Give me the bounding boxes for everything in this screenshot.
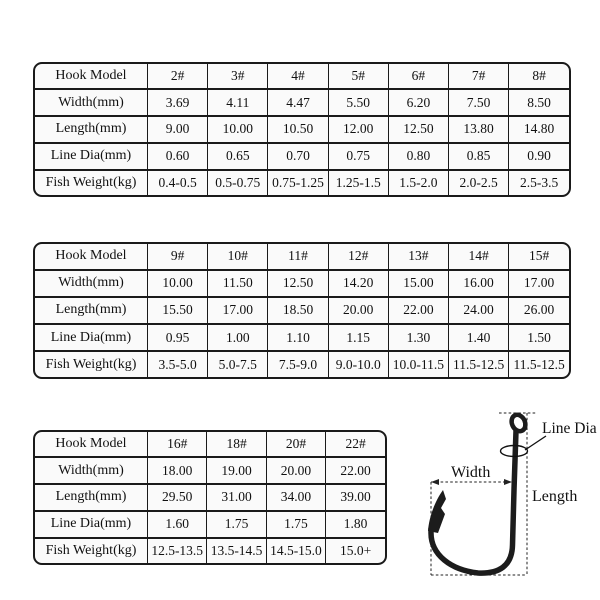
value-cell: 10.00 bbox=[208, 116, 268, 143]
spec-table bbox=[35, 244, 569, 377]
value-cell: 15# bbox=[509, 244, 569, 270]
row-label-cell: Hook Model bbox=[35, 432, 148, 457]
value-cell: 29.50 bbox=[148, 484, 207, 511]
value-cell: 13.80 bbox=[449, 116, 509, 143]
hook-spec-table-9-15 bbox=[33, 242, 571, 379]
hook-spec-table-16-22 bbox=[33, 430, 387, 565]
value-cell: 12.00 bbox=[328, 116, 388, 143]
value-cell: 0.75 bbox=[328, 143, 388, 170]
length-label: Length bbox=[532, 488, 578, 505]
row-label-cell: Width(mm) bbox=[35, 89, 148, 116]
spec-row bbox=[35, 484, 385, 511]
row-label-cell: Length(mm) bbox=[35, 297, 148, 324]
value-cell: 5.0-7.5 bbox=[208, 351, 268, 377]
value-cell: 2.0-2.5 bbox=[449, 170, 509, 195]
value-cell: 17.00 bbox=[509, 270, 569, 297]
value-cell: 2.5-3.5 bbox=[509, 170, 569, 195]
value-cell: 20# bbox=[266, 432, 325, 457]
spec-row bbox=[35, 351, 569, 377]
value-cell: 12.50 bbox=[268, 270, 328, 297]
value-cell: 0.60 bbox=[148, 143, 208, 170]
width-label: Width bbox=[451, 464, 491, 481]
value-cell: 26.00 bbox=[509, 297, 569, 324]
value-cell: 18# bbox=[207, 432, 266, 457]
value-cell: 0.85 bbox=[449, 143, 509, 170]
value-cell: 14.80 bbox=[509, 116, 569, 143]
value-cell: 5# bbox=[328, 64, 388, 89]
value-cell: 10.50 bbox=[268, 116, 328, 143]
value-cell: 14# bbox=[449, 244, 509, 270]
line-dia-label: Line Dia bbox=[542, 420, 597, 437]
value-cell: 0.70 bbox=[268, 143, 328, 170]
value-cell: 19.00 bbox=[207, 457, 266, 484]
value-cell: 22# bbox=[326, 432, 385, 457]
value-cell: 0.95 bbox=[148, 324, 208, 351]
width-arrowhead-left-icon bbox=[431, 479, 439, 485]
row-label-cell: Hook Model bbox=[35, 244, 148, 270]
value-cell: 15.00 bbox=[388, 270, 448, 297]
value-cell: 11.5-12.5 bbox=[509, 351, 569, 377]
spec-row bbox=[35, 511, 385, 538]
row-label-cell: Fish Weight(kg) bbox=[35, 351, 148, 377]
value-cell: 13# bbox=[388, 244, 448, 270]
value-cell: 17.00 bbox=[208, 297, 268, 324]
value-cell: 2# bbox=[148, 64, 208, 89]
value-cell: 0.4-0.5 bbox=[148, 170, 208, 195]
value-cell: 22.00 bbox=[388, 297, 448, 324]
spec-row bbox=[35, 270, 569, 297]
value-cell: 22.00 bbox=[326, 457, 385, 484]
spec-row bbox=[35, 143, 569, 170]
value-cell: 3.5-5.0 bbox=[148, 351, 208, 377]
value-cell: 18.50 bbox=[268, 297, 328, 324]
value-cell: 13.5-14.5 bbox=[207, 538, 266, 563]
value-cell: 8# bbox=[509, 64, 569, 89]
hook-spec-table-2-8 bbox=[33, 62, 571, 197]
value-cell: 4.11 bbox=[208, 89, 268, 116]
value-cell: 7.5-9.0 bbox=[268, 351, 328, 377]
value-cell: 0.80 bbox=[388, 143, 448, 170]
value-cell: 24.00 bbox=[449, 297, 509, 324]
row-label-cell: Fish Weight(kg) bbox=[35, 538, 148, 563]
value-cell: 12.5-13.5 bbox=[148, 538, 207, 563]
value-cell: 10.00 bbox=[148, 270, 208, 297]
value-cell: 9.00 bbox=[148, 116, 208, 143]
value-cell: 9.0-10.0 bbox=[328, 351, 388, 377]
spec-table bbox=[35, 64, 569, 195]
line-dia-pointer-line bbox=[525, 436, 546, 450]
row-label-cell: Length(mm) bbox=[35, 484, 148, 511]
value-cell: 11.5-12.5 bbox=[449, 351, 509, 377]
value-cell: 4# bbox=[268, 64, 328, 89]
spec-row bbox=[35, 324, 569, 351]
spec-row bbox=[35, 116, 569, 143]
value-cell: 6# bbox=[388, 64, 448, 89]
spec-row bbox=[35, 538, 385, 563]
value-cell: 1.50 bbox=[509, 324, 569, 351]
spec-row bbox=[35, 457, 385, 484]
row-label-cell: Fish Weight(kg) bbox=[35, 170, 148, 195]
value-cell: 9# bbox=[148, 244, 208, 270]
value-cell: 0.5-0.75 bbox=[208, 170, 268, 195]
value-cell: 1.15 bbox=[328, 324, 388, 351]
spec-table bbox=[35, 432, 385, 563]
row-label-cell: Width(mm) bbox=[35, 457, 148, 484]
value-cell: 1.75 bbox=[266, 511, 325, 538]
spec-row bbox=[35, 170, 569, 195]
value-cell: 4.47 bbox=[268, 89, 328, 116]
row-label-cell: Hook Model bbox=[35, 64, 148, 89]
value-cell: 6.20 bbox=[388, 89, 448, 116]
row-label-cell: Length(mm) bbox=[35, 116, 148, 143]
value-cell: 1.40 bbox=[449, 324, 509, 351]
value-cell: 11.50 bbox=[208, 270, 268, 297]
row-label-cell: Line Dia(mm) bbox=[35, 324, 148, 351]
value-cell: 20.00 bbox=[328, 297, 388, 324]
value-cell: 11# bbox=[268, 244, 328, 270]
value-cell: 12.50 bbox=[388, 116, 448, 143]
spec-row bbox=[35, 244, 569, 270]
value-cell: 1.80 bbox=[326, 511, 385, 538]
value-cell: 1.75 bbox=[207, 511, 266, 538]
spec-row bbox=[35, 64, 569, 89]
value-cell: 10.0-11.5 bbox=[388, 351, 448, 377]
value-cell: 7.50 bbox=[449, 89, 509, 116]
value-cell: 20.00 bbox=[266, 457, 325, 484]
spec-row bbox=[35, 432, 385, 457]
value-cell: 15.0+ bbox=[326, 538, 385, 563]
value-cell: 3# bbox=[208, 64, 268, 89]
value-cell: 16# bbox=[148, 432, 207, 457]
value-cell: 34.00 bbox=[266, 484, 325, 511]
value-cell: 1.10 bbox=[268, 324, 328, 351]
value-cell: 14.20 bbox=[328, 270, 388, 297]
value-cell: 0.75-1.25 bbox=[268, 170, 328, 195]
value-cell: 0.90 bbox=[509, 143, 569, 170]
row-label-cell: Line Dia(mm) bbox=[35, 511, 148, 538]
width-arrowhead-right-icon bbox=[504, 479, 512, 485]
value-cell: 1.30 bbox=[388, 324, 448, 351]
value-cell: 14.5-15.0 bbox=[266, 538, 325, 563]
value-cell: 1.5-2.0 bbox=[388, 170, 448, 195]
row-label-cell: Width(mm) bbox=[35, 270, 148, 297]
value-cell: 0.65 bbox=[208, 143, 268, 170]
value-cell: 18.00 bbox=[148, 457, 207, 484]
value-cell: 1.25-1.5 bbox=[328, 170, 388, 195]
value-cell: 39.00 bbox=[326, 484, 385, 511]
value-cell: 8.50 bbox=[509, 89, 569, 116]
value-cell: 15.50 bbox=[148, 297, 208, 324]
value-cell: 10# bbox=[208, 244, 268, 270]
hook-measurement-diagram bbox=[415, 398, 600, 592]
spec-row bbox=[35, 297, 569, 324]
value-cell: 1.00 bbox=[208, 324, 268, 351]
value-cell: 5.50 bbox=[328, 89, 388, 116]
value-cell: 3.69 bbox=[148, 89, 208, 116]
value-cell: 7# bbox=[449, 64, 509, 89]
value-cell: 16.00 bbox=[449, 270, 509, 297]
spec-row bbox=[35, 89, 569, 116]
row-label-cell: Line Dia(mm) bbox=[35, 143, 148, 170]
value-cell: 31.00 bbox=[207, 484, 266, 511]
value-cell: 1.60 bbox=[148, 511, 207, 538]
value-cell: 12# bbox=[328, 244, 388, 270]
